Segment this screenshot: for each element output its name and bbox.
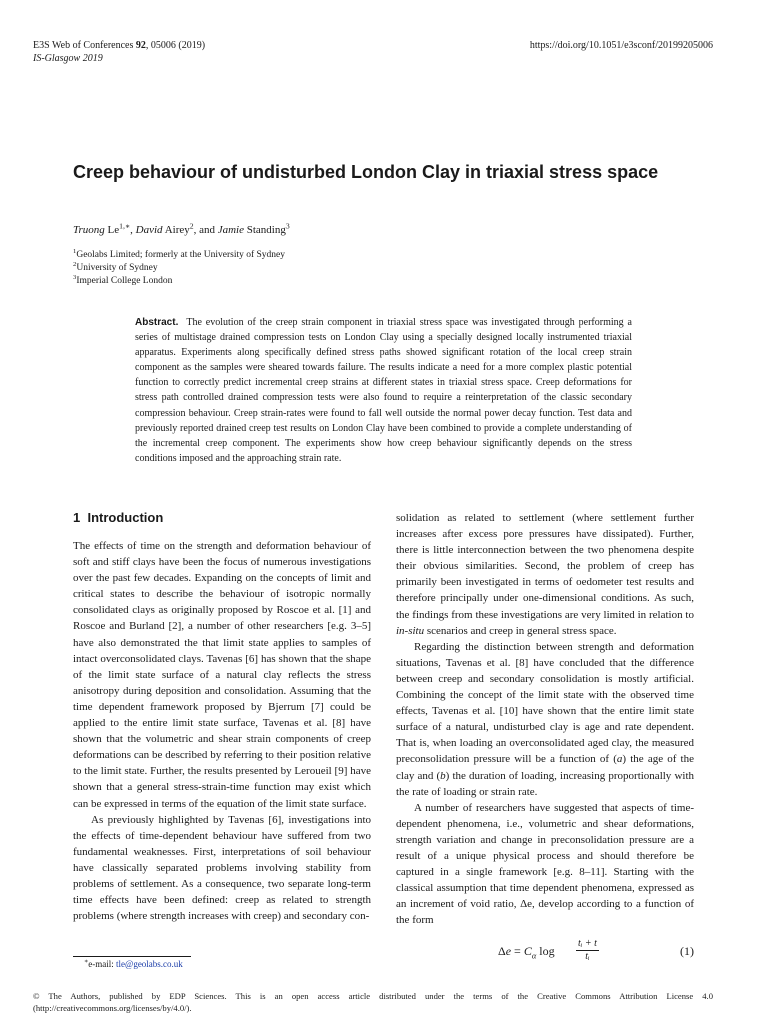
footnote-marker: ∗ (84, 958, 89, 965)
author-3-first: Jamie (217, 224, 244, 236)
footnote-rule (73, 956, 191, 957)
equation-number: (1) (680, 944, 694, 958)
author-2-last: Airey (162, 224, 190, 236)
author-1-sup: 1,∗ (119, 221, 131, 231)
journal-suffix: , 05006 (2019) (145, 40, 206, 51)
section-title: Introduction (87, 510, 164, 525)
paper-title: Creep behaviour of undisturbed London Clay in triaxial stress space (73, 162, 659, 182)
equation-equals: = (511, 944, 524, 958)
equation-lhs (498, 944, 555, 960)
affiliation-3-num: 3 (73, 273, 77, 281)
equation-numerator: tᵢ + t (578, 938, 597, 949)
left-paragraph-1: The effects of time on the strength and deformation behaviour of soft and stiff clays have been the focus of numerous investigations over the past few decades. Expanding on the concepts of limit and critical states to describe the behaviour of isotropic normally consolidated clays as originally proposed by Roscoe et al. [1] and Roscoe and Burland [2], a number of other researchers [e.g. 3–5] have also demonstrated the that limit state applies to samples of intact overconsolidated clays. Tavenas [6] has shown that the shape of the limit state surface of a natural clay reflects the stress anisotropy during deposition and consolidation. Assuming that the time dependent framework proposed by Bjerrum [7] could be applied to the entire limit state surface, Tavenas et al. [8] have shown that the volumetric and shear strain components of creep deformations can be described by referring to their position relative to the limit state. Further, the results presented by Leroueil [9] have shown that a general stress-strain-time function may exist which can be expressed in terms of the equation of the limit state surface. (73, 540, 371, 810)
equation-log: log (536, 944, 555, 958)
equation-1 (396, 936, 696, 970)
journal-citation (33, 40, 205, 52)
affiliation-3-text: Imperial College London (76, 276, 173, 286)
equation-coef: C (523, 944, 532, 958)
abstract (135, 315, 632, 466)
author-list: Truong $Le^{1,∗}$, David Airey$^2$, and Jamie Standing$^3$ (73, 221, 290, 236)
author-2-sup: 2 (189, 221, 194, 231)
right-p1-italic: in-situ (396, 624, 425, 637)
footnote-email-link[interactable]: tle@geolabs.co.uk (116, 959, 183, 969)
equation-delta: Δ (498, 944, 506, 958)
author-3-sup: 3 (285, 221, 290, 231)
abstract-text: The evolution of the creep strain component in triaxial stress space was investigated through performing a series of multistage drained compression tests on London Clay using a specially designed locally instrumented triaxial apparatus. Experiments along specifically defined stress paths showed significant rotation of the local creep strain component as the samples were sheared towards failure. The results indicate a need for a more complex plastic potential function to correctly predict incremental creep strains at different states in triaxial stress space. Creep deformations for stress path controlled drained compression tests were also found to require a reinterpretation of the classic secondary compression behaviour. Creep strain-rates were found to fall well outside the normal power decay function. Test data and previously reported drained creep test results on London Clay have been combined to provide a complete understanding of the incremental creep component. The experiments show how creep behaviour significantly depends on the stress conditions imposed and the approaching strain rate. (135, 317, 632, 464)
affiliation-2-text: University of Sydney (76, 263, 158, 273)
doi-link[interactable]: https://doi.org/10.1051/e3sconf/20199205006 (529, 40, 713, 51)
equation-denominator: tᵢ (585, 951, 590, 962)
affiliation-2 (73, 262, 158, 274)
section-heading (73, 510, 163, 525)
right-column (396, 510, 694, 928)
abstract-label: Abstract. (135, 317, 179, 328)
left-paragraph-2: As previously highlighted by Tavenas [6], investigations into the effects of time-dependent behaviour have suffered from two fundamental weaknesses. First, interpretations of soil behaviour have classically separated problems involving stability from problems of settlement. As a consequence, two separate long-term time effects have been defined: creep as related to strength problems (where strength increases with creep) and secondary con- (73, 813, 371, 923)
author-1-first: Truong (73, 224, 105, 236)
author-1-last: Le (104, 224, 120, 236)
right-paragraph-2 (396, 639, 694, 800)
conference-name: IS-Glasgow 2019 (33, 53, 103, 64)
license-notice: © The Authors, published by EDP Sciences. This is an open access article distributed under the terms of the Creative Commons Attribution License 4.0 (http://creativecommons.org/licenses/by/4.0/). (33, 991, 713, 1013)
author-3-last: Standing (244, 224, 286, 236)
author-2-first: David (135, 224, 163, 236)
right-p2-text-c: ) the duration of loading, increasing proportionally with the rate of loading or strain rate. (396, 769, 694, 798)
right-p2-italic-b: b (440, 769, 446, 782)
equation-e: e (505, 944, 512, 958)
right-p2-text-b: ) the age of the clay and ( (396, 753, 694, 782)
journal-prefix: E3S Web of Conferences (33, 40, 136, 51)
right-paragraph-3: A number of researchers have suggested that aspects of time-dependent phenomena, i.e., volumetric and shear deformations, strength variation and change in preconsolidation pressure are a result of a unique physical process and should therefore be captured in a single framework [e.g. 8–11]. Starting with the classical assumption that time dependent phenomena, expressed as an increment of void ratio, Δe, develop according to a function of the form (396, 801, 694, 927)
right-p1-text-a: solidation as related to settlement (where settlement further increases after excess pore pressures have dissipated). Further, there is little interconnection between the two phenomena despite their obvious similarities. Second, the problem of creep has primarily been investigated in terms of oedometer test results and therefore principally under one-dimensional conditions. As such, the findings from these investigations are very limited in relation to (396, 512, 694, 621)
section-number: 1 (73, 510, 81, 525)
right-p2-italic-a: a (616, 753, 623, 766)
affiliation-1-text: Geolabs Limited; formerly at the University of Sydney (76, 250, 286, 260)
affiliation-3 (73, 275, 172, 287)
equation-coef-sub: α (531, 951, 537, 961)
equation-fraction (576, 938, 599, 963)
footnote-label: e-mail: (88, 959, 117, 969)
right-p2-text-a: Regarding the distinction between strength and deformation situations, Tavenas et al. [8] have concluded that the difference between creep and secondary consolidation is mostly artificial. Combining the concept of the limit state with the observed time effects, Tavenas et al. [10] have shown that the entire limit state surface of a natural, undisturbed clay is age and rate dependent. That is, when loading an overconsolidated aged clay, the measured preconsolidation pressure will be a function of ( (396, 640, 694, 766)
left-column (73, 538, 371, 924)
affiliation-2-num: 2 (73, 260, 77, 268)
affiliation-1 (73, 249, 285, 261)
right-p1-text-b: scenarios and creep in general stress space. (424, 624, 617, 637)
affiliation-1-num: 1 (73, 247, 77, 255)
journal-volume: 92 (135, 40, 146, 51)
footnote (84, 959, 183, 969)
right-paragraph-1 (396, 510, 694, 639)
